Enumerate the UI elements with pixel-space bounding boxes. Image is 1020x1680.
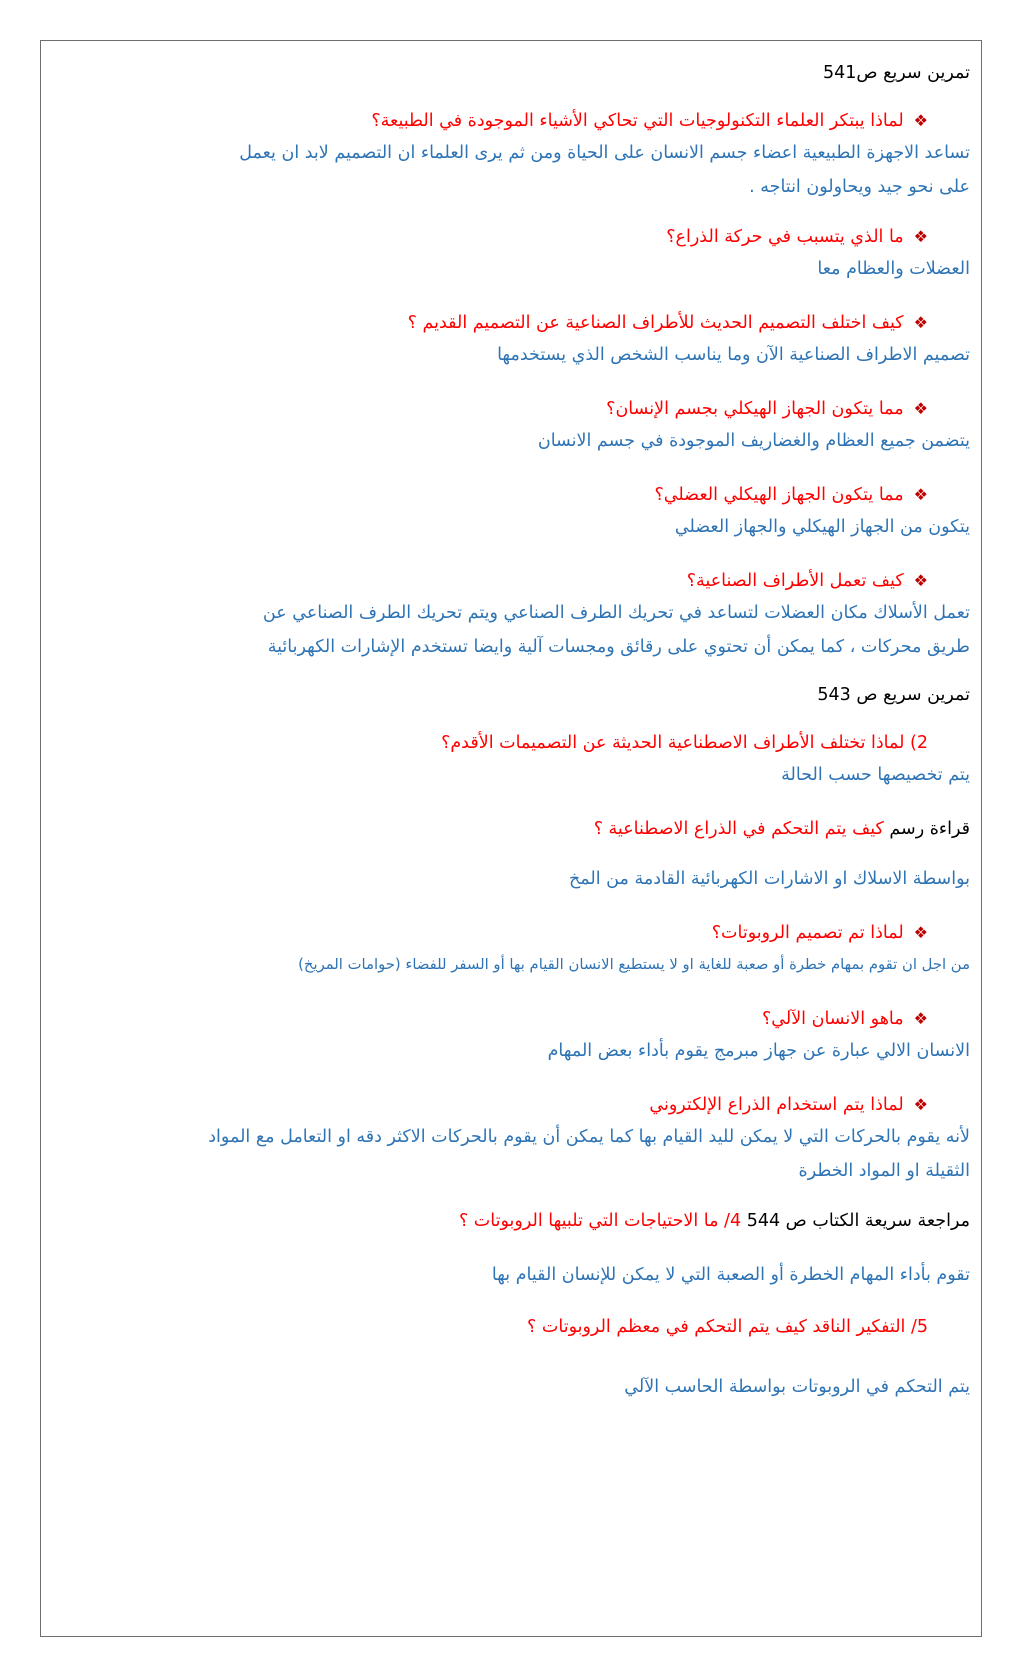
- diamond-bullet-icon: ❖: [913, 923, 928, 942]
- question: [72, 394, 970, 424]
- answer: [72, 596, 970, 664]
- question-text: لماذا تم تصميم الروبوتات؟: [711, 923, 904, 943]
- answer-line: تعمل الأسلاك مكان العضلات لتساعد في تحريك الطرف الصناعي ويتم تحريك الطرف الصناعي عن: [262, 603, 970, 623]
- answer-line: لأنه يقوم بالحركات التي لا يمكن لليد القيام بها كما يمكن أن يقوم بالحركات الاكثر دقه او التعامل مع المواد: [208, 1127, 970, 1147]
- answer-line: على نحو جيد ويحاولون انتاجه .: [749, 177, 970, 197]
- question: [72, 480, 970, 510]
- answer-line: تقوم بأداء المهام الخطرة أو الصعبة التي لا يمكن للإنسان القيام بها: [491, 1265, 970, 1285]
- question-text: كيف يتم التحكم في الذراع الاصطناعية ؟: [593, 819, 884, 839]
- question-text: ماهو الانسان الآلي؟: [761, 1009, 904, 1029]
- question-text: ما الذي يتسبب في حركة الذراع؟: [666, 227, 904, 247]
- diamond-bullet-icon: ❖: [913, 227, 928, 246]
- answer: [72, 252, 970, 286]
- answer-line: بواسطة الاسلاك او الاشارات الكهربائية القادمة من المخ: [569, 869, 970, 889]
- answer-line: تساعد الاجهزة الطبيعية اعضاء جسم الانسان على الحياة ومن ثم يرى العلماء ان التصميم لابد ان يعمل: [239, 143, 970, 163]
- question-text: لماذا يتم استخدام الذراع الإلكتروني: [649, 1095, 904, 1115]
- answer: [72, 862, 970, 896]
- answer-line: يتم التحكم في الروبوتات بواسطة الحاسب الآلي: [624, 1377, 970, 1397]
- question: [72, 918, 970, 948]
- answer-line: تصميم الاطراف الصناعية الآن وما يناسب الشخص الذي يستخدمها: [497, 345, 970, 365]
- answer: [72, 338, 970, 372]
- answer-line: الانسان الالي عبارة عن جهاز مبرمج يقوم بأداء بعض المهام: [547, 1041, 970, 1061]
- answer: [72, 136, 970, 204]
- diamond-bullet-icon: ❖: [913, 1095, 928, 1114]
- question-text: لماذا يبتكر العلماء التكنولوجيات التي تحاكي الأشياء الموجودة في الطبيعة؟: [371, 111, 904, 131]
- question-text: مما يتكون الجهاز الهيكلي العضلي؟: [654, 485, 904, 505]
- question: [72, 566, 970, 596]
- diamond-bullet-icon: ❖: [913, 399, 928, 418]
- diamond-bullet-icon: ❖: [913, 111, 928, 130]
- answer-line: يتضمن جميع العظام والغضاريف الموجودة في جسم الانسان: [537, 431, 970, 451]
- answer-line: العضلات والعظام معا: [817, 259, 970, 279]
- answer-line: يتكون من الجهاز الهيكلي والجهاز العضلي: [674, 517, 970, 537]
- answer: [72, 758, 970, 792]
- answer-line: من اجل ان تقوم بمهام خطرة أو صعبة للغاية او لا يستطيع الانسان القيام بها أو السفر للفضاء (حوامات المريخ): [298, 956, 970, 973]
- answer: [72, 424, 970, 458]
- answer: [72, 1370, 970, 1404]
- heading-label: قراءة رسم: [883, 819, 970, 839]
- diamond-bullet-icon: ❖: [913, 313, 928, 332]
- question: [72, 106, 970, 136]
- question-text: 4/ ما الاحتياجات التي تلبيها الروبوتات ؟: [458, 1211, 742, 1231]
- mixed-heading: [72, 814, 970, 844]
- question: [72, 222, 970, 252]
- answer-line: طريق محركات ، كما يمكن أن تحتوي على رقائق ومجسات آلية وايضا تستخدم الإشارات الكهربائية: [267, 637, 970, 657]
- answer: [72, 948, 970, 982]
- numbered-question: 2) لماذا تختلف الأطراف الاصطناعية الحديثة عن التصميمات الأقدم؟: [441, 733, 928, 753]
- heading-label: مراجعة سريعة الكتاب ص 544: [741, 1211, 970, 1231]
- question-text: مما يتكون الجهاز الهيكلي بجسم الإنسان؟: [606, 399, 904, 419]
- question: [72, 1090, 970, 1120]
- answer: [72, 1034, 970, 1068]
- section-heading: تمرين سريع ص541: [822, 63, 970, 83]
- question: [72, 1004, 970, 1034]
- answer: [72, 1258, 970, 1292]
- document-body: [72, 58, 970, 1404]
- mixed-heading: [72, 1206, 970, 1236]
- answer: [72, 510, 970, 544]
- question-text: كيف تعمل الأطراف الصناعية؟: [686, 571, 904, 591]
- question-text: كيف اختلف التصميم الحديث للأطراف الصناعية عن التصميم القديم ؟: [407, 313, 904, 333]
- answer-line: يتم تخصيصها حسب الحالة: [781, 765, 970, 785]
- numbered-question: 5/ التفكير الناقد كيف يتم التحكم في معظم الروبوتات ؟: [527, 1317, 928, 1337]
- answer: [72, 1120, 970, 1188]
- diamond-bullet-icon: ❖: [913, 1009, 928, 1028]
- question: [72, 308, 970, 338]
- answer-line: الثقيلة او المواد الخطرة: [798, 1161, 970, 1181]
- section-heading: تمرين سريع ص 543: [817, 685, 970, 705]
- diamond-bullet-icon: ❖: [913, 485, 928, 504]
- diamond-bullet-icon: ❖: [913, 571, 928, 590]
